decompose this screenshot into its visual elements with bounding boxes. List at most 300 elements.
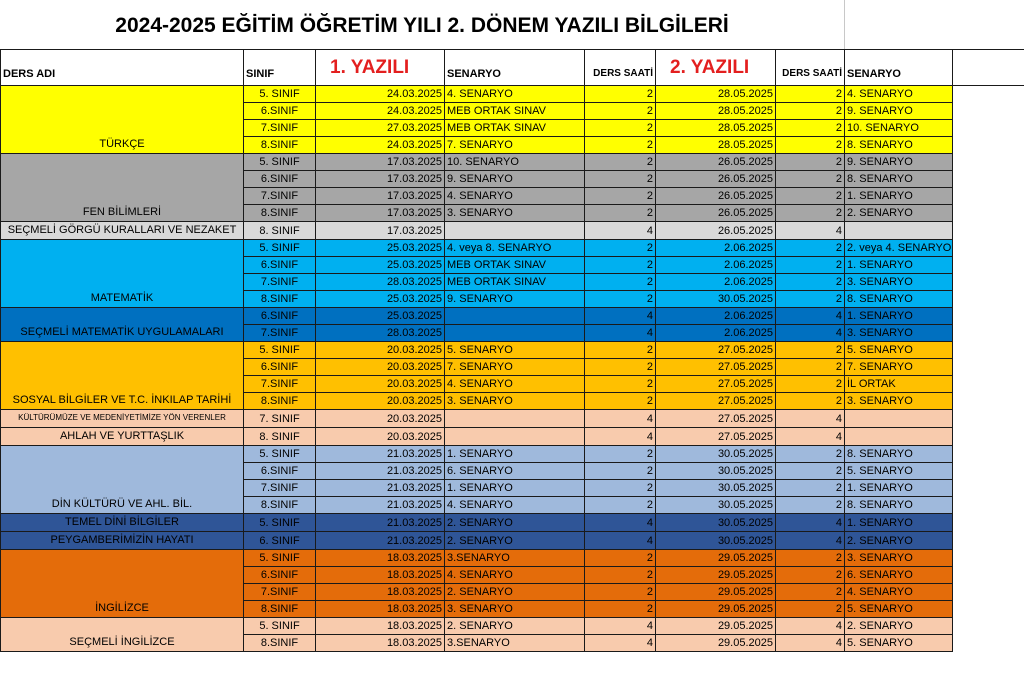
- class-cell[interactable]: 5. SINIF: [244, 550, 316, 567]
- exam1-date-cell[interactable]: 25.03.2025: [316, 257, 445, 274]
- exam1-date-cell[interactable]: 18.03.2025: [316, 635, 445, 652]
- class-cell[interactable]: 7.SINIF: [244, 325, 316, 342]
- exam1-hours-cell[interactable]: 2: [585, 291, 656, 308]
- exam1-date-cell[interactable]: 20.03.2025: [316, 428, 445, 446]
- exam1-date-cell[interactable]: 18.03.2025: [316, 618, 445, 635]
- exam1-scenario-cell[interactable]: 4. SENARYO: [445, 567, 585, 584]
- empty-cell: [953, 567, 1024, 584]
- exam1-scenario-cell[interactable]: 2. SENARYO: [445, 514, 585, 532]
- table-row: [1, 428, 1024, 446]
- exam-table: [0, 49, 1024, 652]
- exam1-scenario-cell[interactable]: MEB ORTAK SINAV: [445, 257, 585, 274]
- exam1-date-cell[interactable]: 21.03.2025: [316, 497, 445, 514]
- exam1-date-cell[interactable]: 28.03.2025: [316, 274, 445, 291]
- exam2-scenario-cell[interactable]: İL ORTAK: [845, 376, 953, 393]
- exam1-scenario-cell[interactable]: 3. SENARYO: [445, 393, 585, 410]
- exam1-hours-cell[interactable]: 2: [585, 120, 656, 137]
- exam2-scenario-cell[interactable]: 2. SENARYO: [845, 532, 953, 550]
- exam1-scenario-cell[interactable]: 1. SENARYO: [445, 480, 585, 497]
- subject-cell[interactable]: PEYGAMBERİMİZİN HAYATI: [1, 532, 244, 550]
- exam1-scenario-cell[interactable]: 4. SENARYO: [445, 86, 585, 103]
- exam2-scenario-cell[interactable]: 2. veya 4. SENARYO: [845, 240, 953, 257]
- exam2-scenario-cell[interactable]: 5. SENARYO: [845, 601, 953, 618]
- exam2-scenario-cell[interactable]: 5. SENARYO: [845, 342, 953, 359]
- exam1-hours-cell[interactable]: 2: [585, 188, 656, 205]
- empty-cell: [953, 291, 1024, 308]
- exam1-date-cell[interactable]: 25.03.2025: [316, 291, 445, 308]
- exam2-hours-cell[interactable]: 4: [776, 428, 845, 446]
- class-cell[interactable]: 8. SINIF: [244, 222, 316, 240]
- exam2-date-cell[interactable]: 30.05.2025: [656, 532, 776, 550]
- exam1-hours-cell[interactable]: 4: [585, 618, 656, 635]
- exam2-date-cell[interactable]: 29.05.2025: [656, 601, 776, 618]
- exam2-scenario-cell[interactable]: 4. SENARYO: [845, 86, 953, 103]
- exam1-date-cell[interactable]: 17.03.2025: [316, 171, 445, 188]
- exam2-hours-cell[interactable]: 2: [776, 601, 845, 618]
- exam1-date-cell[interactable]: 27.03.2025: [316, 120, 445, 137]
- exam2-hours-cell[interactable]: 2: [776, 463, 845, 480]
- class-cell[interactable]: 5. SINIF: [244, 342, 316, 359]
- header-yazili-1: 1. YAZILI: [316, 50, 445, 86]
- exam2-hours-cell[interactable]: 2: [776, 257, 845, 274]
- exam1-hours-cell[interactable]: 2: [585, 359, 656, 376]
- exam2-date-cell[interactable]: 29.05.2025: [656, 618, 776, 635]
- class-cell[interactable]: 5. SINIF: [244, 514, 316, 532]
- class-cell[interactable]: 7.SINIF: [244, 376, 316, 393]
- empty-cell: [953, 240, 1024, 257]
- exam1-date-cell[interactable]: 24.03.2025: [316, 86, 445, 103]
- class-cell[interactable]: 5. SINIF: [244, 86, 316, 103]
- exam2-date-cell[interactable]: 30.05.2025: [656, 480, 776, 497]
- exam2-hours-cell[interactable]: 2: [776, 103, 845, 120]
- exam1-date-cell[interactable]: 24.03.2025: [316, 137, 445, 154]
- empty-cell: [953, 308, 1024, 325]
- table-row: [1, 240, 1024, 257]
- header-yazili-2: 2. YAZILI: [656, 50, 776, 86]
- exam1-scenario-cell[interactable]: 3.SENARYO: [445, 635, 585, 652]
- exam1-hours-cell[interactable]: 2: [585, 550, 656, 567]
- exam2-hours-cell[interactable]: 2: [776, 446, 845, 463]
- table-row: [1, 446, 1024, 463]
- exam1-date-cell[interactable]: 21.03.2025: [316, 446, 445, 463]
- exam1-date-cell[interactable]: 18.03.2025: [316, 550, 445, 567]
- exam2-scenario-cell[interactable]: 4. SENARYO: [845, 584, 953, 601]
- exam2-date-cell[interactable]: 30.05.2025: [656, 514, 776, 532]
- exam1-scenario-cell[interactable]: MEB ORTAK SINAV: [445, 274, 585, 291]
- exam1-date-cell[interactable]: 21.03.2025: [316, 463, 445, 480]
- exam2-hours-cell[interactable]: 4: [776, 410, 845, 428]
- class-cell[interactable]: 7.SINIF: [244, 120, 316, 137]
- exam2-date-cell[interactable]: 27.05.2025: [656, 342, 776, 359]
- exam2-scenario-cell[interactable]: [845, 410, 953, 428]
- class-cell[interactable]: 6.SINIF: [244, 171, 316, 188]
- table-row: [1, 618, 1024, 635]
- exam1-scenario-cell[interactable]: 3.SENARYO: [445, 550, 585, 567]
- exam1-scenario-cell[interactable]: 7. SENARYO: [445, 359, 585, 376]
- exam2-hours-cell[interactable]: 2: [776, 120, 845, 137]
- exam1-date-cell[interactable]: 20.03.2025: [316, 359, 445, 376]
- exam1-hours-cell[interactable]: 4: [585, 514, 656, 532]
- class-cell[interactable]: 5. SINIF: [244, 618, 316, 635]
- empty-cell: [953, 550, 1024, 567]
- empty-cell: [953, 618, 1024, 635]
- exam2-date-cell[interactable]: 30.05.2025: [656, 497, 776, 514]
- exam1-hours-cell[interactable]: 4: [585, 428, 656, 446]
- class-cell[interactable]: 7.SINIF: [244, 188, 316, 205]
- header-sinif: SINIF: [244, 50, 316, 86]
- exam2-scenario-cell[interactable]: 8. SENARYO: [845, 171, 953, 188]
- empty-cell: [953, 497, 1024, 514]
- exam2-hours-cell[interactable]: 4: [776, 618, 845, 635]
- exam1-date-cell[interactable]: 20.03.2025: [316, 376, 445, 393]
- class-cell[interactable]: 6. SINIF: [244, 532, 316, 550]
- exam1-date-cell[interactable]: 20.03.2025: [316, 410, 445, 428]
- empty-cell: [953, 137, 1024, 154]
- exam1-hours-cell[interactable]: 2: [585, 446, 656, 463]
- class-cell[interactable]: 8. SINIF: [244, 428, 316, 446]
- empty-cell: [953, 188, 1024, 205]
- exam2-scenario-cell[interactable]: 8. SENARYO: [845, 446, 953, 463]
- empty-cell: [953, 584, 1024, 601]
- class-cell[interactable]: 8.SINIF: [244, 291, 316, 308]
- exam1-hours-cell[interactable]: 2: [585, 154, 656, 171]
- exam2-hours-cell[interactable]: 2: [776, 154, 845, 171]
- exam2-scenario-cell[interactable]: 9. SENARYO: [845, 154, 953, 171]
- exam2-date-cell[interactable]: 29.05.2025: [656, 635, 776, 652]
- exam1-date-cell[interactable]: 25.03.2025: [316, 308, 445, 325]
- exam2-hours-cell[interactable]: 4: [776, 308, 845, 325]
- sheet-title: 2024-2025 EĞİTİM ÖĞRETİM YILI 2. DÖNEM YAZILI BİLGİLERİ: [0, 0, 845, 49]
- exam2-date-cell[interactable]: 2.06.2025: [656, 325, 776, 342]
- empty-cell: [953, 274, 1024, 291]
- exam2-date-cell[interactable]: 2.06.2025: [656, 274, 776, 291]
- exam2-hours-cell[interactable]: 2: [776, 240, 845, 257]
- exam1-hours-cell[interactable]: 2: [585, 205, 656, 222]
- class-cell[interactable]: 5. SINIF: [244, 240, 316, 257]
- exam1-date-cell[interactable]: 18.03.2025: [316, 567, 445, 584]
- subject-cell[interactable]: SEÇMELİ İNGİLİZCE: [1, 618, 244, 652]
- exam2-hours-cell[interactable]: 2: [776, 480, 845, 497]
- class-cell[interactable]: 8.SINIF: [244, 601, 316, 618]
- subject-cell[interactable]: SEÇMELİ GÖRGÜ KURALLARI VE NEZAKET: [1, 222, 244, 240]
- exam2-scenario-cell[interactable]: 2. SENARYO: [845, 618, 953, 635]
- exam1-scenario-cell[interactable]: 2. SENARYO: [445, 532, 585, 550]
- subject-cell[interactable]: İNGİLİZCE: [1, 550, 244, 618]
- exam2-scenario-cell[interactable]: 5. SENARYO: [845, 463, 953, 480]
- empty-cell: [953, 410, 1024, 428]
- exam1-scenario-cell[interactable]: 5. SENARYO: [445, 342, 585, 359]
- exam1-date-cell[interactable]: 21.03.2025: [316, 514, 445, 532]
- empty-cell: [953, 376, 1024, 393]
- exam2-scenario-cell[interactable]: 1. SENARYO: [845, 308, 953, 325]
- exam2-hours-cell[interactable]: 2: [776, 359, 845, 376]
- exam2-scenario-cell[interactable]: 8. SENARYO: [845, 137, 953, 154]
- class-cell[interactable]: 6.SINIF: [244, 567, 316, 584]
- exam2-hours-cell[interactable]: 2: [776, 393, 845, 410]
- exam1-hours-cell[interactable]: 4: [585, 532, 656, 550]
- exam2-date-cell[interactable]: 28.05.2025: [656, 86, 776, 103]
- exam2-scenario-cell[interactable]: 7. SENARYO: [845, 359, 953, 376]
- exam2-date-cell[interactable]: 28.05.2025: [656, 137, 776, 154]
- exam2-hours-cell[interactable]: 2: [776, 171, 845, 188]
- exam2-hours-cell[interactable]: 4: [776, 222, 845, 240]
- exam1-scenario-cell[interactable]: [445, 410, 585, 428]
- exam1-date-cell[interactable]: 21.03.2025: [316, 480, 445, 497]
- exam2-hours-cell[interactable]: 2: [776, 205, 845, 222]
- empty-cell: [953, 342, 1024, 359]
- header-senaryo-1: SENARYO: [445, 50, 585, 86]
- empty-cell: [953, 171, 1024, 188]
- exam1-scenario-cell[interactable]: 9. SENARYO: [445, 171, 585, 188]
- exam1-date-cell[interactable]: 20.03.2025: [316, 393, 445, 410]
- exam2-hours-cell[interactable]: 4: [776, 514, 845, 532]
- exam2-date-cell[interactable]: 2.06.2025: [656, 240, 776, 257]
- exam2-date-cell[interactable]: 29.05.2025: [656, 550, 776, 567]
- class-cell[interactable]: 7.SINIF: [244, 480, 316, 497]
- exam1-scenario-cell[interactable]: 4. SENARYO: [445, 188, 585, 205]
- exam2-date-cell[interactable]: 27.05.2025: [656, 410, 776, 428]
- exam2-scenario-cell[interactable]: 8. SENARYO: [845, 291, 953, 308]
- exam1-scenario-cell[interactable]: 6. SENARYO: [445, 463, 585, 480]
- exam2-hours-cell[interactable]: 4: [776, 532, 845, 550]
- exam1-hours-cell[interactable]: 2: [585, 376, 656, 393]
- class-cell[interactable]: 7.SINIF: [244, 274, 316, 291]
- table-row: [1, 550, 1024, 567]
- exam1-date-cell[interactable]: 21.03.2025: [316, 532, 445, 550]
- subject-cell[interactable]: SEÇMELİ MATEMATİK UYGULAMALARI: [1, 308, 244, 342]
- exam1-hours-cell[interactable]: 2: [585, 137, 656, 154]
- exam2-date-cell[interactable]: 29.05.2025: [656, 584, 776, 601]
- subject-cell[interactable]: AHLAH VE YURTTAŞLIK: [1, 428, 244, 446]
- empty-cell: [953, 463, 1024, 480]
- exam1-hours-cell[interactable]: 2: [585, 567, 656, 584]
- empty-cell: [953, 205, 1024, 222]
- table-row: [1, 410, 1024, 428]
- exam1-scenario-cell[interactable]: [445, 428, 585, 446]
- exam1-scenario-cell[interactable]: [445, 222, 585, 240]
- exam2-date-cell[interactable]: 27.05.2025: [656, 393, 776, 410]
- header-empty: [953, 50, 1024, 86]
- exam2-date-cell[interactable]: 28.05.2025: [656, 120, 776, 137]
- subject-cell[interactable]: MATEMATİK: [1, 240, 244, 308]
- exam2-scenario-cell[interactable]: 1. SENARYO: [845, 257, 953, 274]
- exam2-scenario-cell[interactable]: 3. SENARYO: [845, 393, 953, 410]
- table-row: [1, 308, 1024, 325]
- exam1-scenario-cell[interactable]: 3. SENARYO: [445, 601, 585, 618]
- exam2-scenario-cell[interactable]: 8. SENARYO: [845, 497, 953, 514]
- exam1-scenario-cell[interactable]: 2. SENARYO: [445, 584, 585, 601]
- class-cell[interactable]: 8.SINIF: [244, 137, 316, 154]
- empty-cell: [953, 103, 1024, 120]
- exam2-hours-cell[interactable]: 2: [776, 376, 845, 393]
- table-row: [1, 154, 1024, 171]
- exam1-date-cell[interactable]: 17.03.2025: [316, 222, 445, 240]
- header-ders-saati-1: DERS SAATİ: [585, 50, 656, 86]
- exam1-hours-cell[interactable]: 2: [585, 463, 656, 480]
- empty-cell: [953, 446, 1024, 463]
- class-cell[interactable]: 6.SINIF: [244, 463, 316, 480]
- exam1-hours-cell[interactable]: 4: [585, 222, 656, 240]
- exam1-hours-cell[interactable]: 2: [585, 584, 656, 601]
- exam1-scenario-cell[interactable]: [445, 325, 585, 342]
- exam1-hours-cell[interactable]: 2: [585, 342, 656, 359]
- exam2-scenario-cell[interactable]: 9. SENARYO: [845, 103, 953, 120]
- subject-cell[interactable]: TÜRKÇE: [1, 86, 244, 154]
- exam2-date-cell[interactable]: 30.05.2025: [656, 463, 776, 480]
- exam2-hours-cell[interactable]: 4: [776, 325, 845, 342]
- exam2-scenario-cell[interactable]: [845, 428, 953, 446]
- exam2-date-cell[interactable]: 26.05.2025: [656, 154, 776, 171]
- exam1-date-cell[interactable]: 17.03.2025: [316, 205, 445, 222]
- table-row: [1, 86, 1024, 103]
- exam1-date-cell[interactable]: 28.03.2025: [316, 325, 445, 342]
- class-cell[interactable]: 7. SINIF: [244, 410, 316, 428]
- exam2-scenario-cell[interactable]: 3. SENARYO: [845, 550, 953, 567]
- exam1-date-cell[interactable]: 18.03.2025: [316, 584, 445, 601]
- exam1-scenario-cell[interactable]: MEB ORTAK SINAV: [445, 120, 585, 137]
- exam1-hours-cell[interactable]: 2: [585, 240, 656, 257]
- exam1-hours-cell[interactable]: 2: [585, 393, 656, 410]
- exam1-scenario-cell[interactable]: [445, 308, 585, 325]
- class-cell[interactable]: 6.SINIF: [244, 359, 316, 376]
- empty-cell: [953, 86, 1024, 103]
- exam2-date-cell[interactable]: 30.05.2025: [656, 446, 776, 463]
- subject-cell[interactable]: DİN KÜLTÜRÜ VE AHL. BİL.: [1, 446, 244, 514]
- exam2-scenario-cell[interactable]: [845, 222, 953, 240]
- exam2-scenario-cell[interactable]: 10. SENARYO: [845, 120, 953, 137]
- exam1-scenario-cell[interactable]: MEB ORTAK SINAV: [445, 103, 585, 120]
- empty-cell: [953, 359, 1024, 376]
- exam1-hours-cell[interactable]: 2: [585, 86, 656, 103]
- exam2-date-cell[interactable]: 26.05.2025: [656, 171, 776, 188]
- exam1-date-cell[interactable]: 17.03.2025: [316, 188, 445, 205]
- empty-cell: [953, 635, 1024, 652]
- empty-cell: [953, 601, 1024, 618]
- empty-cell: [953, 222, 1024, 240]
- exam2-hours-cell[interactable]: 2: [776, 550, 845, 567]
- exam1-hours-cell[interactable]: 2: [585, 480, 656, 497]
- exam1-hours-cell[interactable]: 2: [585, 274, 656, 291]
- empty-cell: [953, 393, 1024, 410]
- class-cell[interactable]: 8.SINIF: [244, 393, 316, 410]
- exam2-hours-cell[interactable]: 2: [776, 567, 845, 584]
- class-cell[interactable]: 5. SINIF: [244, 154, 316, 171]
- empty-cell: [953, 257, 1024, 274]
- exam2-scenario-cell[interactable]: 3. SENARYO: [845, 274, 953, 291]
- subject-cell[interactable]: FEN BİLİMLERİ: [1, 154, 244, 222]
- exam2-hours-cell[interactable]: 2: [776, 274, 845, 291]
- exam1-date-cell[interactable]: 17.03.2025: [316, 154, 445, 171]
- exam2-scenario-cell[interactable]: 1. SENARYO: [845, 188, 953, 205]
- exam2-hours-cell[interactable]: 2: [776, 86, 845, 103]
- exam2-hours-cell[interactable]: 2: [776, 291, 845, 308]
- class-cell[interactable]: 6.SINIF: [244, 103, 316, 120]
- exam1-date-cell[interactable]: 20.03.2025: [316, 342, 445, 359]
- exam1-hours-cell[interactable]: 2: [585, 601, 656, 618]
- empty-cell: [953, 514, 1024, 532]
- table-row: [1, 532, 1024, 550]
- exam1-hours-cell[interactable]: 2: [585, 103, 656, 120]
- subject-cell[interactable]: TEMEL DİNİ BİLGİLER: [1, 514, 244, 532]
- exam2-date-cell[interactable]: 28.05.2025: [656, 103, 776, 120]
- exam2-date-cell[interactable]: 26.05.2025: [656, 188, 776, 205]
- exam1-scenario-cell[interactable]: 4. veya 8. SENARYO: [445, 240, 585, 257]
- class-cell[interactable]: 8.SINIF: [244, 497, 316, 514]
- exam2-date-cell[interactable]: 26.05.2025: [656, 205, 776, 222]
- class-cell[interactable]: 8.SINIF: [244, 635, 316, 652]
- subject-cell[interactable]: KÜLTÜRÜMÜZE VE MEDENİYETİMİZE YÖN VERENLER: [1, 410, 244, 428]
- table-row: [1, 222, 1024, 240]
- class-cell[interactable]: 8.SINIF: [244, 205, 316, 222]
- exam2-scenario-cell[interactable]: 2. SENARYO: [845, 205, 953, 222]
- exam1-date-cell[interactable]: 25.03.2025: [316, 240, 445, 257]
- exam2-scenario-cell[interactable]: 3. SENARYO: [845, 325, 953, 342]
- exam2-date-cell[interactable]: 27.05.2025: [656, 359, 776, 376]
- exam1-hours-cell[interactable]: 4: [585, 410, 656, 428]
- empty-cell: [953, 532, 1024, 550]
- exam1-scenario-cell[interactable]: 4. SENARYO: [445, 376, 585, 393]
- header-ders-adi: DERS ADI: [1, 50, 244, 86]
- exam2-scenario-cell[interactable]: 6. SENARYO: [845, 567, 953, 584]
- exam1-hours-cell[interactable]: 2: [585, 257, 656, 274]
- exam2-date-cell[interactable]: 27.05.2025: [656, 376, 776, 393]
- exam2-hours-cell[interactable]: 2: [776, 584, 845, 601]
- empty-cell: [953, 120, 1024, 137]
- class-cell[interactable]: 6.SINIF: [244, 308, 316, 325]
- exam1-hours-cell[interactable]: 4: [585, 308, 656, 325]
- exam2-hours-cell[interactable]: 4: [776, 635, 845, 652]
- empty-cell: [953, 325, 1024, 342]
- exam2-hours-cell[interactable]: 2: [776, 137, 845, 154]
- empty-cell: [953, 428, 1024, 446]
- table-row: [1, 342, 1024, 359]
- exam2-scenario-cell[interactable]: 5. SENARYO: [845, 635, 953, 652]
- exam2-date-cell[interactable]: 2.06.2025: [656, 257, 776, 274]
- exam1-date-cell[interactable]: 24.03.2025: [316, 103, 445, 120]
- exam2-date-cell[interactable]: 27.05.2025: [656, 428, 776, 446]
- exam1-date-cell[interactable]: 18.03.2025: [316, 601, 445, 618]
- exam2-date-cell[interactable]: 26.05.2025: [656, 222, 776, 240]
- exam1-hours-cell[interactable]: 2: [585, 171, 656, 188]
- exam2-date-cell[interactable]: 30.05.2025: [656, 291, 776, 308]
- exam1-scenario-cell[interactable]: 4. SENARYO: [445, 497, 585, 514]
- exam1-hours-cell[interactable]: 2: [585, 497, 656, 514]
- class-cell[interactable]: 5. SINIF: [244, 446, 316, 463]
- class-cell[interactable]: 6.SINIF: [244, 257, 316, 274]
- exam1-hours-cell[interactable]: 4: [585, 635, 656, 652]
- class-cell[interactable]: 7.SINIF: [244, 584, 316, 601]
- subject-cell[interactable]: SOSYAL BİLGİLER VE T.C. İNKILAP TARİHİ: [1, 342, 244, 410]
- exam1-scenario-cell[interactable]: 1. SENARYO: [445, 446, 585, 463]
- header-row: [1, 50, 1024, 86]
- exam1-scenario-cell[interactable]: 3. SENARYO: [445, 205, 585, 222]
- exam2-scenario-cell[interactable]: 1. SENARYO: [845, 514, 953, 532]
- table-row: [1, 514, 1024, 532]
- header-senaryo-2: SENARYO: [845, 50, 953, 86]
- exam2-hours-cell[interactable]: 2: [776, 497, 845, 514]
- exam1-scenario-cell[interactable]: 7. SENARYO: [445, 137, 585, 154]
- exam1-scenario-cell[interactable]: 2. SENARYO: [445, 618, 585, 635]
- header-ders-saati-2: DERS SAATİ: [776, 50, 845, 86]
- exam2-hours-cell[interactable]: 2: [776, 188, 845, 205]
- exam2-hours-cell[interactable]: 2: [776, 342, 845, 359]
- exam1-scenario-cell[interactable]: 9. SENARYO: [445, 291, 585, 308]
- exam1-hours-cell[interactable]: 4: [585, 325, 656, 342]
- exam2-scenario-cell[interactable]: 1. SENARYO: [845, 480, 953, 497]
- exam1-scenario-cell[interactable]: 10. SENARYO: [445, 154, 585, 171]
- exam2-date-cell[interactable]: 29.05.2025: [656, 567, 776, 584]
- exam2-date-cell[interactable]: 2.06.2025: [656, 308, 776, 325]
